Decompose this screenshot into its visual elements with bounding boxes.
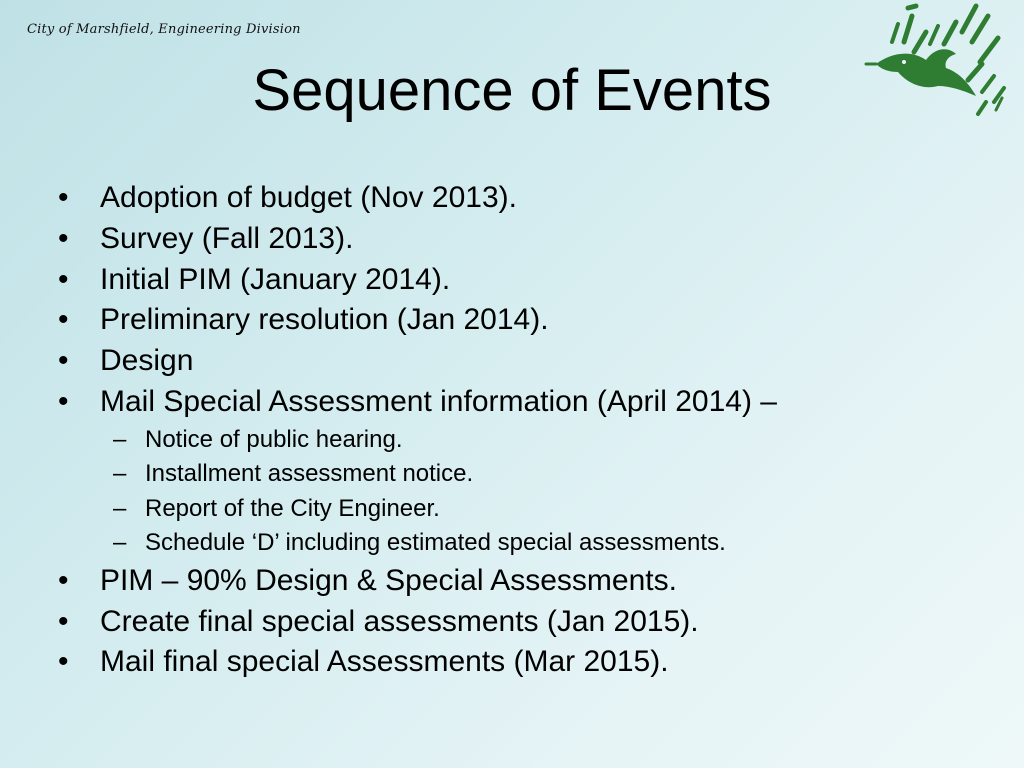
bullet-item [56,642,996,683]
bullet-point-icon: • [58,384,69,418]
bullet-point-icon: • [58,563,69,597]
sub-item [56,457,996,492]
bullet-text: Mail final special Assessments (Mar 2015). [100,645,669,679]
bullet-point-icon: • [58,262,69,296]
sub-item [56,492,996,527]
bullet-text: Preliminary resolution (Jan 2014). [100,303,549,337]
slide-content [56,178,996,683]
dash-bullet-icon: – [113,529,127,557]
sub-item [56,423,996,458]
dash-bullet-icon: – [113,494,127,522]
sub-item-text: Schedule ‘D’ including estimated special assessments. [145,529,726,557]
dash-bullet-icon: – [113,425,127,453]
bullet-text: Design [100,344,194,378]
bullet-text: Adoption of budget (Nov 2013). [100,181,517,214]
bullet-item [56,341,996,382]
bullet-item [56,178,996,219]
bullet-item [56,219,996,260]
sub-list [56,423,996,561]
header-caption: City of Marshfield, Engineering Division [27,22,301,37]
bullet-point-icon: • [58,645,69,679]
bullet-point-icon: • [58,303,69,337]
sub-item-text: Notice of public hearing. [145,425,403,453]
bullet-list [56,178,996,683]
sub-item-text: Report of the City Engineer. [145,494,440,522]
bullet-item [56,260,996,301]
bullet-point-icon: • [58,221,69,255]
bullet-point-icon: • [58,344,69,378]
bullet-item [56,602,996,643]
bullet-text: Mail Special Assessment information (April 2014) – [100,384,777,418]
dash-bullet-icon: – [113,460,127,488]
sub-list-container [56,423,996,561]
bullet-text: Survey (Fall 2013). [100,221,354,255]
sub-item-text: Installment assessment notice. [145,460,474,488]
sub-item [56,526,996,561]
bullet-text: PIM – 90% Design & Special Assessments. [100,563,677,597]
bullet-item [56,300,996,341]
slide-title: Sequence of Events [252,58,772,123]
bullet-item [56,561,996,602]
bullet-text: Create final special assessments (Jan 2015). [100,604,699,638]
bullet-point-icon: • [58,604,69,638]
bullet-item [56,382,996,423]
bullet-text: Initial PIM (January 2014). [100,262,451,296]
bullet-point-icon: • [58,181,69,214]
